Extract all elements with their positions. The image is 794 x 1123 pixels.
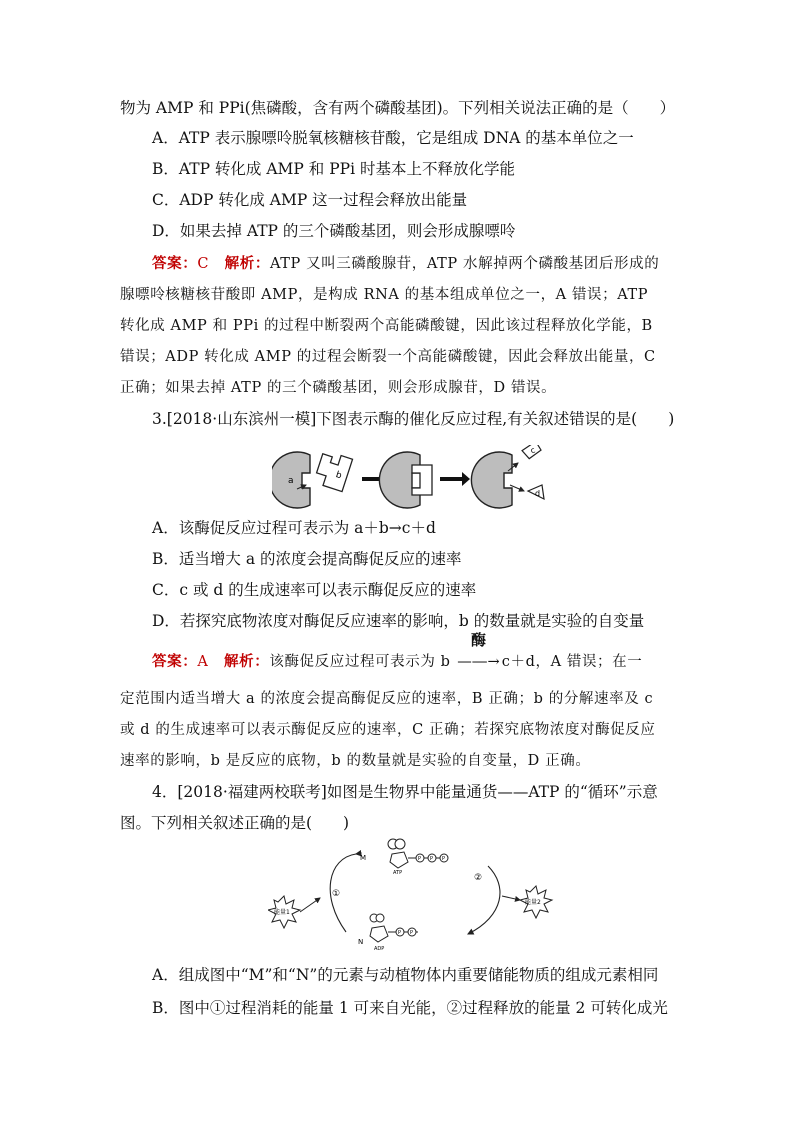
q3-option-c: C．c 或 d 的生成速率可以表示酶促反应的速率 <box>152 581 477 599</box>
q2-option-c: C．ADP 转化成 AMP 这一过程会释放出能量 <box>152 191 468 209</box>
answer-label: 答案： <box>152 653 198 670</box>
label-step2: ② <box>474 873 483 883</box>
svg-text:P: P <box>398 930 402 936</box>
svg-text:P: P <box>410 930 414 936</box>
q3-option-b: B．适当增大 a 的浓度会提高酶促反应的速率 <box>152 550 462 568</box>
svg-text:P: P <box>418 856 422 862</box>
q4-option-a: A．组成图中“M”和“N”的元素与动植物体内重要储能物质的组成元素相同 <box>152 966 659 984</box>
q2-analysis-line-3: 转化成 AMP 和 PPi 的过程中断裂两个高能磷酸键，因此该过程释放化学能，B <box>120 318 653 334</box>
label-atp: ATP <box>393 870 403 876</box>
q2-analysis-line-4: 错误；ADP 转化成 AMP 的过程会断裂一个高能磷酸键，因此会释放出能量，C <box>120 349 656 365</box>
enzyme-arrow: 酶 —―→ <box>457 631 501 670</box>
q2-stem: 物为 AMP 和 PPi(焦磷酸，含有两个磷酸基团)。下列相关说法正确的是（ ） <box>120 99 676 117</box>
q2-option-a: A．ATP 表示腺嘌呤脱氧核糖核苷酸，它是组成 DNA 的基本单位之一 <box>152 129 634 147</box>
analysis-label: 解析： <box>224 255 270 272</box>
answer-key: A <box>197 654 209 670</box>
label-step1: ① <box>332 889 341 899</box>
q3-analysis-line-4: 速率的影响，b 是反应的底物，b 的数量就是实验的自变量，D 正确。 <box>120 753 591 769</box>
analysis-text: 该酶促反应过程可表示为 b <box>269 654 451 670</box>
q3-option-d: D．若探究底物浓度对酶促反应速率的影响，b 的数量就是实验的自变量 <box>152 612 645 630</box>
q2-answer-line <box>152 254 659 274</box>
label-d: d <box>535 489 541 498</box>
svg-text:P: P <box>430 856 434 862</box>
answer-key: C <box>197 256 210 272</box>
q3-analysis-line-2: 定范围内适当增大 a 的浓度会提高酶促反应的速率，B 正确；b 的分解速率及 c <box>120 691 654 707</box>
answer-label: 答案： <box>152 255 198 272</box>
q4-stem-1: 4．[2018·福建两校联考]如图是生物界中能量通货——ATP 的“循环”示意 <box>152 783 658 801</box>
substrate-b <box>313 450 352 492</box>
q2-option-d: D．如果去掉 ATP 的三个磷酸基团，则会形成腺嘌呤 <box>152 222 516 240</box>
product-d <box>528 485 544 499</box>
q3-option-a: A．该酶促反应过程可表示为 a＋b→c＋d <box>152 519 436 537</box>
analysis-label: 解析： <box>224 653 270 670</box>
label-energy2: 能量2 <box>525 899 541 906</box>
product-c <box>521 445 543 460</box>
analysis-text: ATP 又叫三磷酸腺苷，ATP 水解掉两个磷酸基团后形成的 <box>269 256 660 272</box>
analysis-text-tail: c＋d，A 错误；在一 <box>501 654 643 670</box>
q2-option-b: B．ATP 转化成 AMP 和 PPi 时基本上不释放化学能 <box>152 160 515 178</box>
q2-analysis-line-5: 正确；如果去掉 ATP 的三个磷酸基团，则会形成腺苷，D 错误。 <box>120 380 557 396</box>
q4-option-b: B．图中①过程消耗的能量 1 可来自光能，②过程释放的能量 2 可转化成光 <box>152 999 668 1017</box>
label-c: c <box>529 445 537 456</box>
enzyme-reaction-figure <box>272 445 572 511</box>
label-M: M <box>360 854 367 862</box>
q3-answer-line <box>152 631 643 672</box>
atp-cycle-figure <box>268 836 558 956</box>
q3-stem: 3.[2018·山东滨州一模]下图表示酶的催化反应过程,有关叙述错误的是( ) <box>152 410 675 428</box>
q3-analysis-line-3: 或 d 的生成速率可以表示酶促反应的速率，C 正确；若探究底物浓度对酶促反应 <box>120 722 656 738</box>
q2-analysis-line-2: 腺嘌呤核糖核苷酸即 AMP，是构成 RNA 的基本组成单位之一，A 错误；ATP <box>120 287 649 303</box>
q4-stem-2: 图。下列相关叙述正确的是( ) <box>120 814 350 832</box>
label-a: a <box>288 476 294 486</box>
label-energy1: 能量1 <box>274 909 290 916</box>
label-adp: ADP <box>374 946 385 952</box>
label-b: b <box>334 470 343 482</box>
enzyme-word: 酶 <box>470 631 487 649</box>
label-N: N <box>358 938 364 946</box>
svg-text:P: P <box>442 856 446 862</box>
